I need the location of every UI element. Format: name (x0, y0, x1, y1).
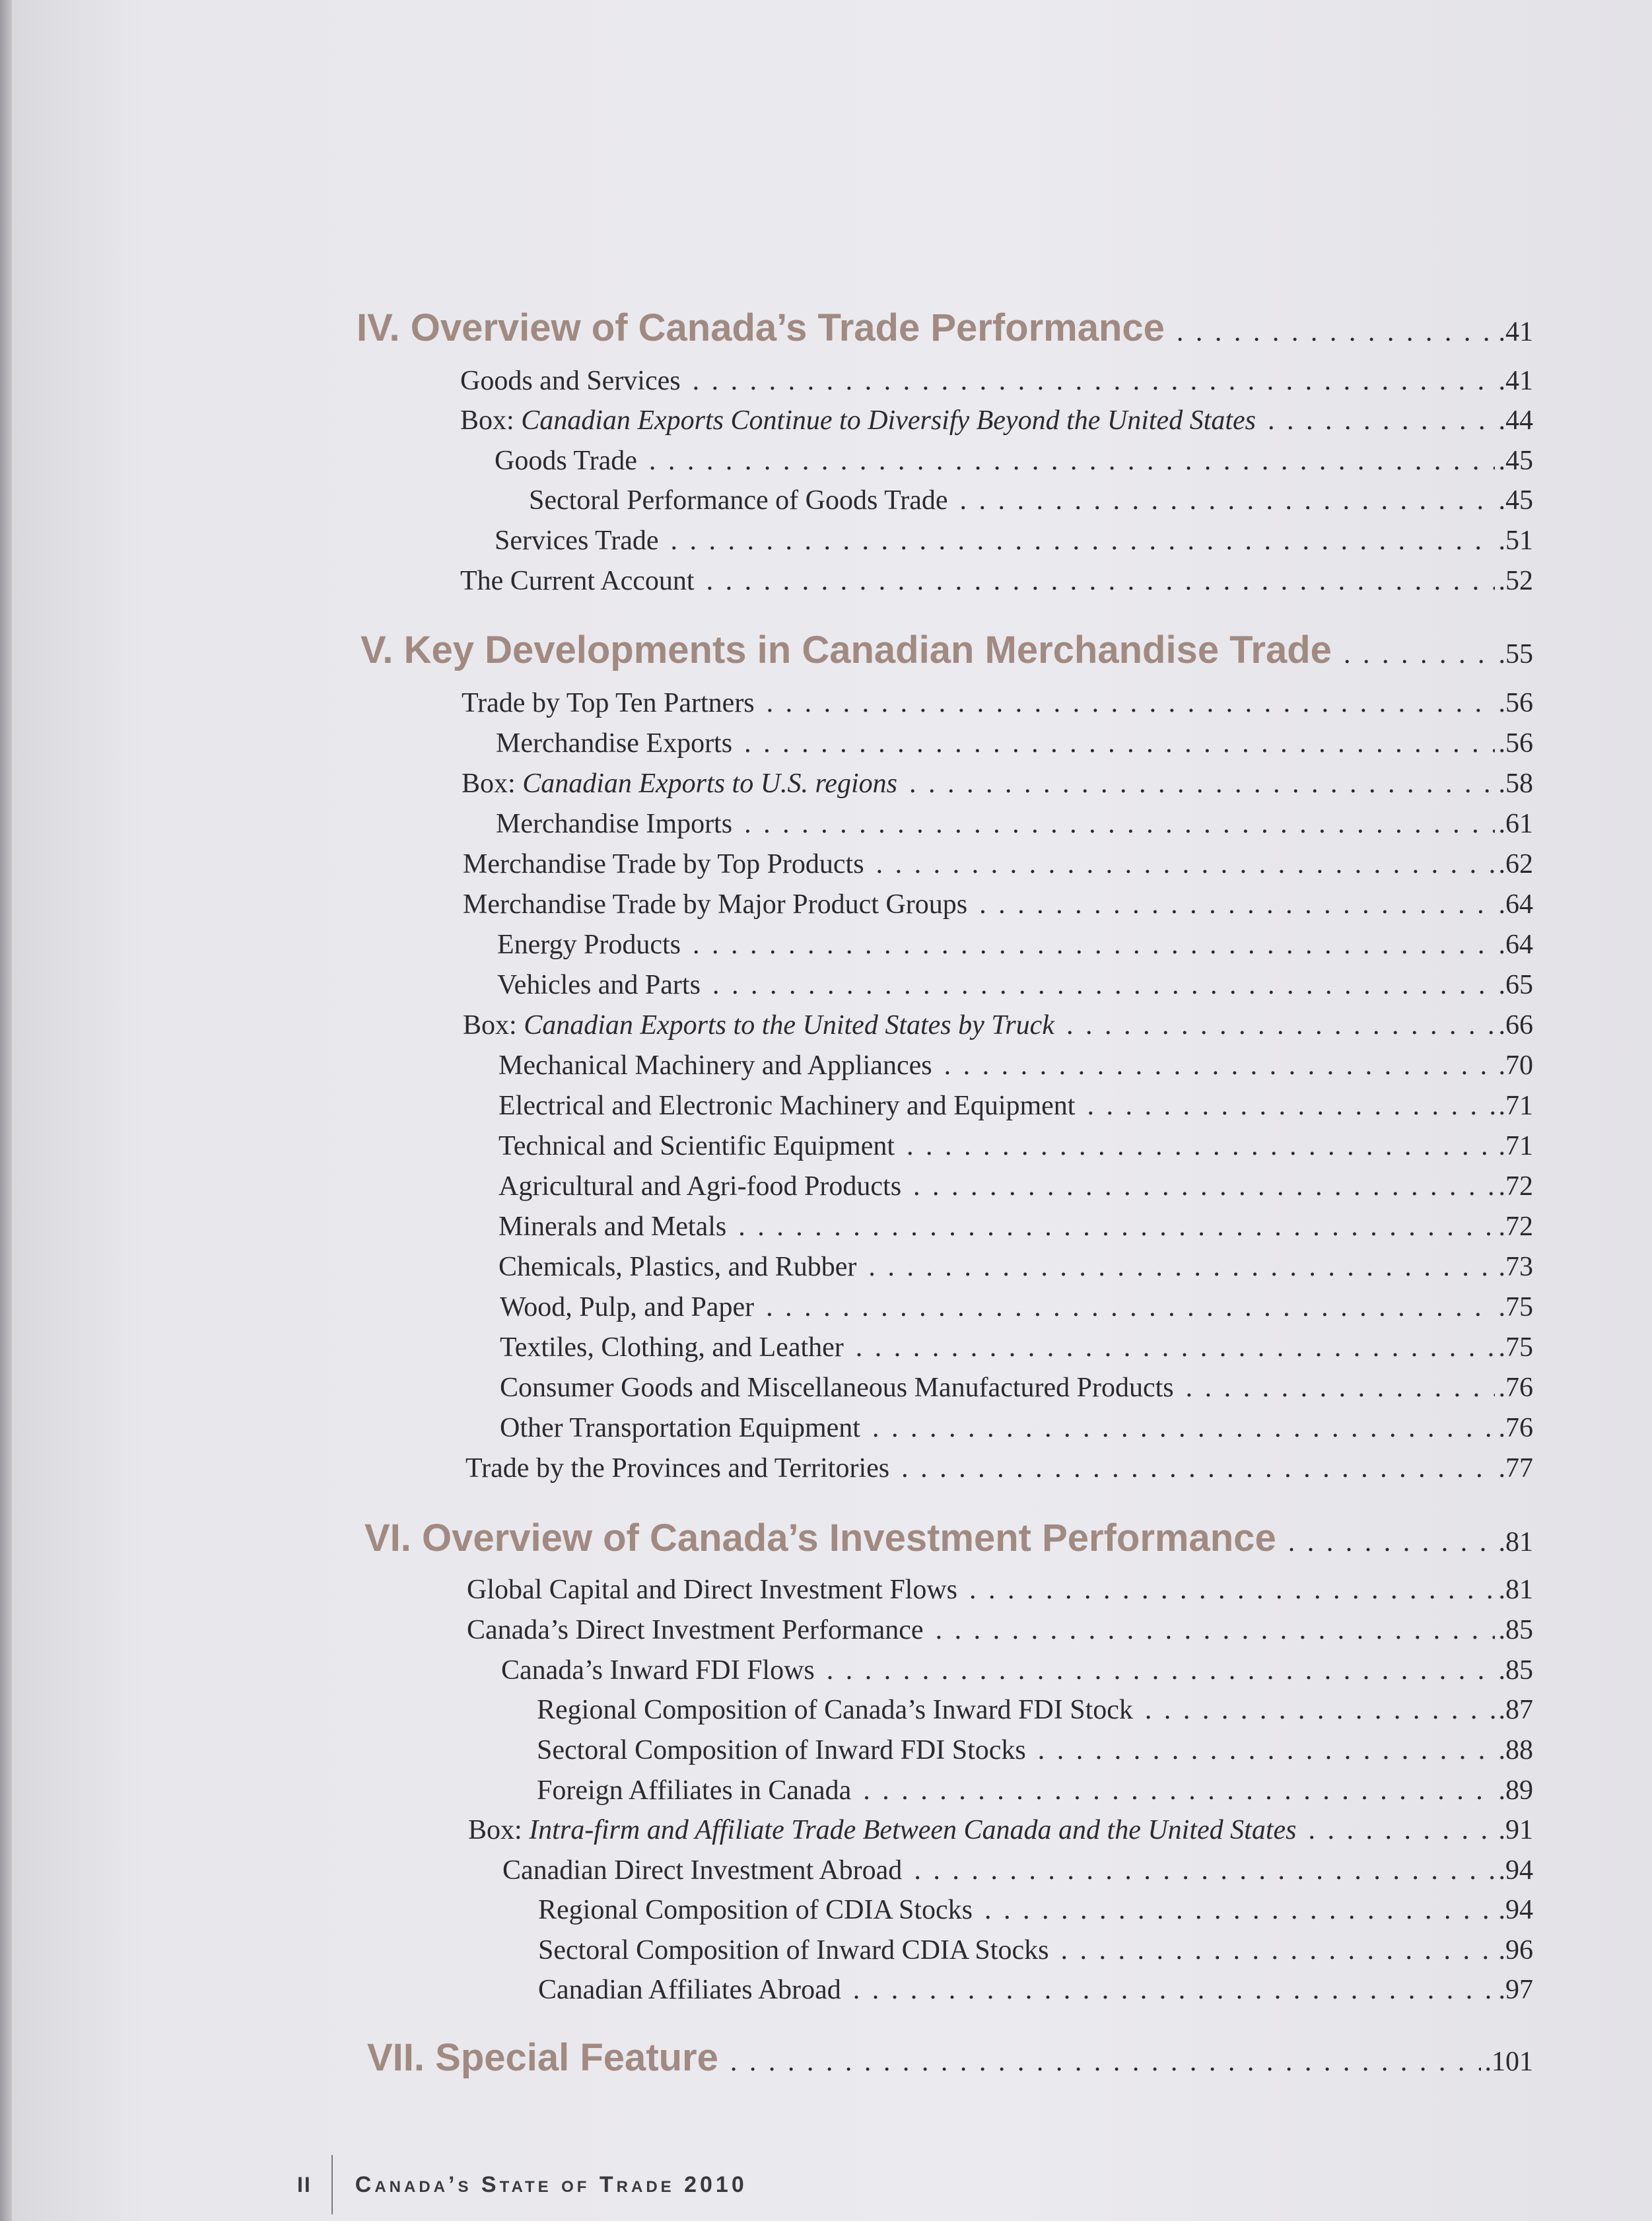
page-number: .52 (1498, 566, 1533, 596)
entry-label (468, 1814, 1297, 1846)
entry-label: Foreign Affiliates in Canada (537, 1775, 852, 1806)
toc-entry[interactable] (497, 969, 1533, 1001)
toc-entry[interactable] (500, 1332, 1533, 1363)
page-number: .85 (1498, 1655, 1533, 1686)
dot-leader (907, 1130, 1494, 1162)
toc-entry[interactable] (499, 1090, 1533, 1122)
dot-leader (853, 1974, 1495, 2006)
dot-leader (914, 1855, 1494, 1886)
dot-leader (767, 687, 1495, 719)
entry-label: Mechanical Machinery and Appliances (499, 1050, 932, 1081)
page-number: .56 (1498, 688, 1533, 718)
entry-label: Canada’s Direct Investment Performance (467, 1615, 924, 1645)
dot-leader (712, 969, 1495, 1001)
dot-leader (1145, 1694, 1495, 1726)
page-number: .94 (1498, 1895, 1533, 1925)
dot-leader (693, 365, 1495, 397)
dot-leader (1038, 1734, 1495, 1766)
page-number: .56 (1498, 728, 1533, 759)
toc-entry[interactable] (537, 1734, 1533, 1766)
page-number: .61 (1498, 809, 1533, 839)
entry-label: Vehicles and Parts (497, 970, 701, 1000)
toc-entry[interactable] (462, 687, 1533, 719)
footer-page-number: II (297, 2172, 312, 2197)
box-title: Canadian Exports to the United States by Truck (524, 1010, 1054, 1041)
page-number: .71 (1498, 1091, 1533, 1121)
entry-label: Chemicals, Plastics, and Rubber (499, 1252, 857, 1282)
page-number: .41 (1498, 366, 1533, 396)
page-footer (297, 2155, 747, 2214)
entry-label: Trade by the Provinces and Territories (465, 1453, 890, 1484)
page-number: .101 (1484, 2047, 1533, 2077)
dot-leader (1288, 1526, 1495, 1558)
page-number: .62 (1498, 849, 1533, 879)
toc-entry[interactable] (460, 365, 1533, 397)
toc-entry-box[interactable] (468, 1814, 1533, 1846)
entry-label: Sectoral Composition of Inward CDIA Stocks (538, 1935, 1049, 1965)
entry-label: Merchandise Exports (496, 728, 733, 759)
dot-leader (1309, 1814, 1495, 1846)
toc-entry[interactable] (463, 889, 1533, 920)
page-number: .81 (1498, 1527, 1533, 1557)
entry-label: Canadian Affiliates Abroad (538, 1975, 841, 2005)
dot-leader (944, 1050, 1495, 1081)
entry-label: Other Transportation Equipment (500, 1413, 860, 1443)
entry-label: Consumer Goods and Miscellaneous Manufactured Products (500, 1373, 1174, 1403)
entry-label (462, 768, 897, 800)
dot-leader (1344, 638, 1495, 670)
box-prefix: Box: (463, 1010, 524, 1041)
toc-entry[interactable] (499, 1211, 1533, 1243)
dot-leader (649, 445, 1495, 477)
entry-label: Energy Products (497, 930, 681, 960)
dot-leader (744, 728, 1494, 759)
dot-leader (1066, 1009, 1495, 1041)
dot-leader (969, 1574, 1494, 1606)
section-title: VI. Overview of Canada’s Investment Performance (364, 1517, 1276, 1559)
toc-entry[interactable] (497, 929, 1533, 961)
dot-leader (1177, 316, 1495, 348)
dot-leader (856, 1332, 1495, 1363)
entry-label: Minerals and Metals (499, 1212, 727, 1242)
entry-label: Merchandise Imports (496, 809, 733, 839)
toc-entry[interactable] (499, 1171, 1533, 1202)
toc-section-iv[interactable] (357, 306, 1533, 350)
box-title: Intra-firm and Affiliate Trade Between Canada and the United States (529, 1815, 1297, 1845)
toc-entry[interactable] (460, 565, 1533, 597)
page-number: .55 (1498, 639, 1533, 669)
page-number: .64 (1498, 889, 1533, 920)
toc-entry[interactable] (495, 525, 1533, 557)
page-number: .85 (1498, 1615, 1533, 1645)
page-number: .64 (1498, 930, 1533, 960)
toc-section-vii[interactable] (367, 2035, 1533, 2080)
toc-entry[interactable] (500, 1412, 1533, 1444)
page-number: .75 (1498, 1332, 1533, 1363)
entry-label: Electrical and Electronic Machinery and Equipment (499, 1091, 1076, 1121)
dot-leader (876, 848, 1495, 880)
box-title: Canadian Exports to U.S. regions (522, 769, 897, 799)
dot-leader (913, 1171, 1494, 1202)
dot-leader (730, 2046, 1481, 2078)
box-prefix: Box: (462, 769, 523, 799)
page-number: .65 (1498, 970, 1533, 1000)
entry-label: Sectoral Performance of Goods Trade (529, 485, 948, 516)
toc-entry[interactable] (537, 1775, 1533, 1806)
page-number: .97 (1498, 1975, 1533, 2005)
page-number: .44 (1498, 405, 1533, 436)
entry-label: Merchandise Trade by Major Product Groups (463, 889, 968, 920)
dot-leader (1060, 1934, 1494, 1966)
dot-leader (693, 929, 1494, 961)
entry-label: Canadian Direct Investment Abroad (502, 1855, 903, 1886)
dot-leader (979, 889, 1494, 920)
page-number: .45 (1498, 446, 1533, 476)
footer-running-title: Canada’s State of Trade 2010 (355, 2171, 747, 2197)
page-number: .76 (1498, 1373, 1533, 1403)
dot-leader (901, 1452, 1494, 1484)
toc-entry[interactable] (467, 1574, 1533, 1606)
entry-label: Wood, Pulp, and Paper (500, 1292, 755, 1322)
page-number: .75 (1498, 1292, 1533, 1322)
page-number: .88 (1498, 1735, 1533, 1765)
section-title: IV. Overview of Canada’s Trade Performance (357, 306, 1165, 349)
footer-divider (331, 2155, 333, 2214)
toc-entry[interactable] (502, 1855, 1533, 1886)
page-number: .77 (1498, 1453, 1533, 1484)
entry-label (463, 1009, 1054, 1041)
dot-leader (1087, 1090, 1494, 1122)
page-number: .94 (1498, 1855, 1533, 1886)
page-number: .58 (1498, 769, 1533, 799)
toc-entry[interactable] (499, 1130, 1533, 1162)
page-number: .72 (1498, 1171, 1533, 1202)
toc-entry[interactable] (538, 1934, 1533, 1966)
toc-entry-box[interactable] (462, 768, 1533, 800)
toc-section-vi[interactable] (364, 1516, 1533, 1560)
page-number: .76 (1498, 1413, 1533, 1443)
entry-label: Agricultural and Agri-food Products (499, 1171, 902, 1202)
section-title: V. Key Developments in Canadian Merchandise Trade (361, 629, 1332, 671)
box-title: Canadian Exports Continue to Diversify Beyond the United States (521, 405, 1256, 436)
page-number: .81 (1498, 1575, 1533, 1605)
toc-entry[interactable] (500, 1291, 1533, 1323)
dot-leader (1268, 405, 1494, 436)
entry-label: Trade by Top Ten Partners (462, 688, 755, 718)
entry-label: Services Trade (495, 526, 659, 556)
entry-label: Global Capital and Direct Investment Flows (467, 1575, 958, 1605)
dot-leader (960, 485, 1495, 516)
toc-entry-box[interactable] (460, 405, 1533, 436)
toc-entry[interactable] (467, 1614, 1533, 1646)
dot-leader (868, 1251, 1494, 1283)
page-number: .72 (1498, 1212, 1533, 1242)
dot-leader (738, 1211, 1494, 1243)
page-number: .89 (1498, 1775, 1533, 1806)
toc-entry[interactable] (501, 1655, 1533, 1686)
dot-leader (909, 768, 1495, 800)
page-number: .87 (1498, 1695, 1533, 1725)
entry-label: Regional Composition of CDIA Stocks (538, 1895, 973, 1925)
entry-label: Goods and Services (460, 366, 681, 396)
toc-entry[interactable] (496, 808, 1533, 840)
dot-leader (1186, 1372, 1495, 1404)
box-prefix: Box: (460, 405, 522, 436)
toc-entry[interactable] (463, 848, 1533, 880)
toc-entry[interactable] (465, 1452, 1533, 1484)
entry-label: Goods Trade (495, 446, 637, 476)
entry-label (460, 405, 1256, 436)
dot-leader (863, 1775, 1494, 1806)
page-number: .45 (1498, 485, 1533, 516)
entry-label: Technical and Scientific Equipment (499, 1131, 895, 1161)
dot-leader (744, 808, 1494, 840)
entry-label: Sectoral Composition of Inward FDI Stocks (537, 1735, 1026, 1765)
box-prefix: Box: (468, 1815, 530, 1845)
toc-entry[interactable] (529, 485, 1533, 516)
entry-label: Canada’s Inward FDI Flows (501, 1655, 815, 1686)
toc-entry[interactable] (496, 728, 1533, 759)
entry-label: The Current Account (460, 566, 695, 596)
dot-leader (936, 1614, 1495, 1646)
page-number: .91 (1498, 1815, 1533, 1845)
page-number: .66 (1498, 1010, 1533, 1041)
toc-section-v[interactable] (361, 628, 1533, 672)
page-number: .73 (1498, 1252, 1533, 1282)
dot-leader (984, 1894, 1494, 1926)
entry-label: Merchandise Trade by Top Products (463, 849, 864, 879)
toc-entry[interactable] (499, 1050, 1533, 1081)
section-title: VII. Special Feature (367, 2036, 718, 2079)
dot-leader (766, 1291, 1494, 1323)
toc-entry[interactable] (538, 1894, 1533, 1926)
page-number: .41 (1498, 317, 1533, 347)
dot-leader (706, 565, 1495, 597)
toc-entry[interactable] (499, 1251, 1533, 1283)
toc-entry-box[interactable] (463, 1009, 1533, 1041)
toc-entry[interactable] (495, 445, 1533, 477)
page-number: .70 (1498, 1050, 1533, 1081)
page-number: .71 (1498, 1131, 1533, 1161)
toc-entry[interactable] (537, 1694, 1533, 1726)
page-number: .51 (1498, 526, 1533, 556)
dot-leader (872, 1412, 1495, 1444)
dot-leader (827, 1655, 1495, 1686)
dot-leader (670, 525, 1494, 557)
entry-label: Regional Composition of Canada’s Inward FDI Stock (537, 1695, 1133, 1725)
toc-entry[interactable] (538, 1974, 1533, 2006)
page-number: .96 (1498, 1935, 1533, 1965)
entry-label: Textiles, Clothing, and Leather (500, 1332, 844, 1363)
toc-entry[interactable] (500, 1372, 1533, 1404)
